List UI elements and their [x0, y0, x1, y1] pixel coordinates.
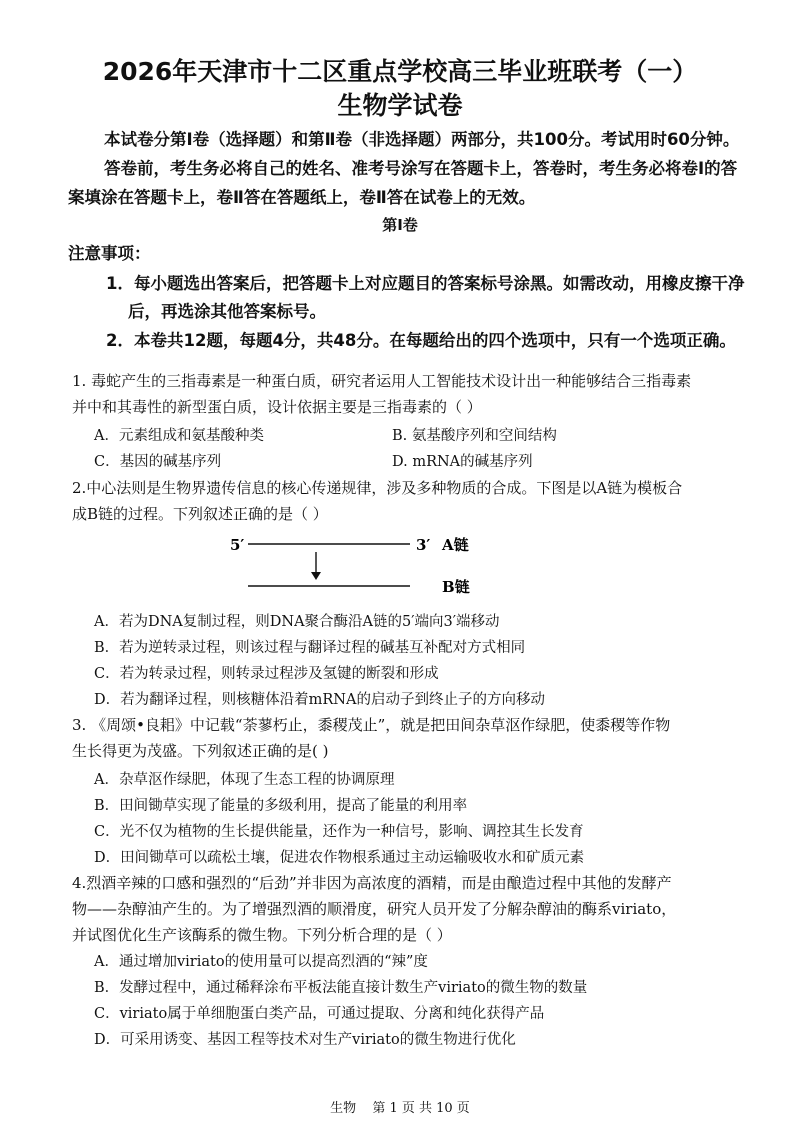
q3-stem-line-2: 生长得更为茂盛。下列叙述正确的是( ) [72, 742, 329, 760]
note-1-line-2: 后，再选涂其他答案标号。 [128, 302, 326, 321]
q1-stem-line-1: 1. 毒蛇产生的三指毒素是一种蛋白质，研究者运用人工智能技术设计出一种能够结合三指毒素 [72, 372, 692, 390]
q1-stem-line-2: 并中和其毒性的新型蛋白质，设计依据主要是三指毒素的（ ） [72, 398, 482, 416]
q1-option-d: D. mRNA的碱基序列 [392, 454, 533, 470]
q2-stem-line-1: 2.中心法则是生物界遗传信息的核心传递规律，涉及多种物质的合成。下图是以A链为模板合 [72, 479, 683, 497]
exam-title: 2026年天津市十二区重点学校高三毕业班联考（一） [102, 57, 698, 86]
q3-option-d: D．田间锄草可以疏松土壤，促进农作物根系通过主动运输吸收水和矿质元素 [94, 850, 585, 866]
q2-option-d: D．若为翻译过程，则核糖体沿着mRNA的启动子到终止子的方向移动 [94, 692, 545, 708]
q4-stem-line-3: 并试图优化生产该酶系的微生物。下列分析合理的是（ ） [72, 926, 452, 944]
q3-stem-line-1: 3. 《周颂•良耜》中记载“荼蓼朽止，黍稷茂止”，就是把田间杂草沤作绿肥，使黍稷等作物 [72, 716, 671, 734]
notes-heading: 注意事项： [68, 244, 151, 263]
q2-option-c: C．若为转录过程，则转录过程涉及氢键的断裂和形成 [94, 666, 439, 682]
page-footer [0, 1097, 800, 1116]
q4-option-b: B．发酵过程中，通过稀释涂布平板法能直接计数生产viriato的微生物的数量 [94, 980, 588, 996]
q2-option-b: B．若为逆转录过程，则该过程与翻译过程的碱基互补配对方式相同 [94, 640, 526, 656]
q4-option-a: A．通过增加viriato的使用量可以提高烈酒的“辣”度 [94, 954, 428, 970]
q2-stem-line-2: 成B链的过程。下列叙述正确的是（ ） [72, 505, 328, 523]
q4-option-c: C．viriato属于单细胞蛋白类产品，可通过提取、分离和纯化获得产品 [94, 1006, 545, 1022]
footer-subject: 生物 [330, 1101, 357, 1116]
diagram-b-label: B链 [442, 578, 470, 596]
footer-page-number: 第 1 页 共 10 页 [372, 1101, 470, 1116]
note-2: 2．本卷共12题，每题4分，共48分。在每题给出的四个选项中，只有一个选项正确。 [106, 331, 736, 350]
strand-diagram [220, 528, 510, 604]
intro-line-1: 本试卷分第Ⅰ卷（选择题）和第Ⅱ卷（非选择题）两部分，共100分。考试用时60分钟。 [104, 130, 740, 149]
q4-stem-line-2: 物——杂醇油产生的。为了增强烈酒的顺滑度，研究人员开发了分解杂醇油的酶系viriato， [72, 900, 677, 918]
synthesis-arrow-head [311, 572, 321, 580]
diagram-a-label: A链 [442, 536, 469, 554]
note-1-line-1: 1．每小题选出答案后，把答题卡上对应题目的答案标号涂黑。如需改动，用橡皮擦干净 [106, 274, 745, 293]
intro-line-3: 案填涂在答题卡上，卷Ⅱ答在答题纸上，卷Ⅱ答在试卷上的无效。 [68, 188, 536, 207]
intro-line-2: 答卷前，考生务必将自己的姓名、准考号涂写在答题卡上，答卷时，考生务必将卷Ⅰ的答 [104, 159, 738, 178]
q3-option-a: A．杂草沤作绿肥，体现了生态工程的协调原理 [94, 772, 395, 788]
exam-subtitle: 生物学试卷 [337, 91, 463, 120]
q4-stem-line-1: 4.烈酒辛辣的口感和强烈的“后劲”并非因为高浓度的酒精，而是由酿造过程中其他的发酵产 [72, 874, 672, 892]
diagram-5prime-label: 5′ [230, 536, 245, 554]
q1-option-a: A．元素组成和氨基酸种类 [94, 428, 264, 444]
section-label: 第Ⅰ卷 [382, 216, 418, 234]
q1-option-b: B. 氨基酸序列和空间结构 [392, 428, 557, 444]
q1-option-c: C．基因的碱基序列 [94, 454, 222, 470]
q3-option-c: C．光不仅为植物的生长提供能量，还作为一种信号，影响、调控其生长发育 [94, 824, 584, 840]
q3-option-b: B．田间锄草实现了能量的多级利用，提高了能量的利用率 [94, 798, 468, 814]
q4-option-d: D．可采用诱变、基因工程等技术对生产viriato的微生物进行优化 [94, 1032, 516, 1048]
q2-option-a: A．若为DNA复制过程，则DNA聚合酶沿A链的5′端向3′端移动 [94, 614, 500, 630]
diagram-3prime-label: 3′ [416, 536, 431, 554]
